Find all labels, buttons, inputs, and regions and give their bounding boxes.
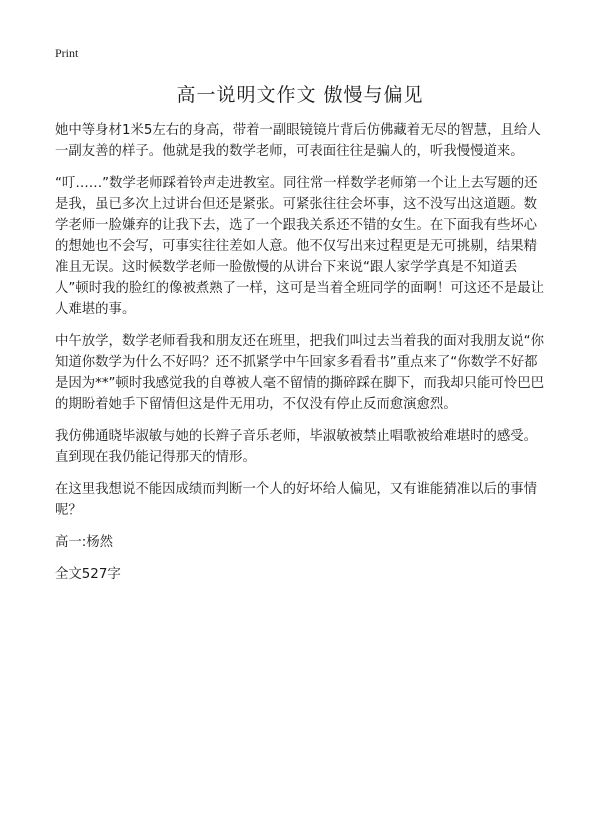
paragraph: 中午放学，数学老师看我和朋友还在班里，把我们叫过去当着我的面对我朋友说“你知道你数学为什么不好吗？还不抓紧学中午回家多看看书”重点来了“你数学不好都是因为**”顿时我感觉我的自尊被人毫不留情的撕碎踩在脚下，而我却只能可怜巴巴的期盼着她手下留情但这是件无用功，不仅没有停止反而愈演愈烈。	[55, 334, 544, 412]
article-body	[55, 120, 545, 596]
paragraph: 我仿佛通晓毕淑敏与她的长辫子音乐老师，毕淑敏被禁止唱歌被给难堪时的感受。直到现在我仍能记得那天的情形。	[55, 429, 538, 465]
word-count: 全文527字	[55, 567, 121, 582]
paragraph: “叮……”数学老师踩着铃声走进教室。同往常一样数学老师第一个让上去写题的还是我，虽已多次上过讲台但还是紧张。可紧张往往会坏事，这不没写出这道题。数学老师一脸嫌弃的让我下去，选了一个跟我关系还不错的女生。在下面我有些坏心的想她也不会写，可事实往往差如人意。他不仅写出来过程更是无可挑剔，结果精准且无误。这时候数学老师一脸傲慢的从讲台下来说“跟人家学学真是不知道丢人”顿时我的脸红的像被煮熟了一样，这可是当着全班同学的面啊！可这还不是最让人难堪的事。	[55, 176, 544, 317]
page-title: 高一说明文作文 傲慢与偏见	[176, 84, 424, 106]
paragraph: 她中等身材1米5左右的身高，带着一副眼镜镜片背后仿佛藏着无尽的智慧，且给人一副友善的样子。他就是我的数学老师，可表面往往是骗人的，听我慢慢道来。	[55, 123, 541, 159]
print-link[interactable]: Print	[55, 46, 79, 60]
author-signature: 高一:杨然	[55, 535, 114, 550]
paragraph: 在这里我想说不能因成绩而判断一个人的好坏给人偏见，又有谁能猜准以后的事情呢？	[55, 482, 538, 518]
